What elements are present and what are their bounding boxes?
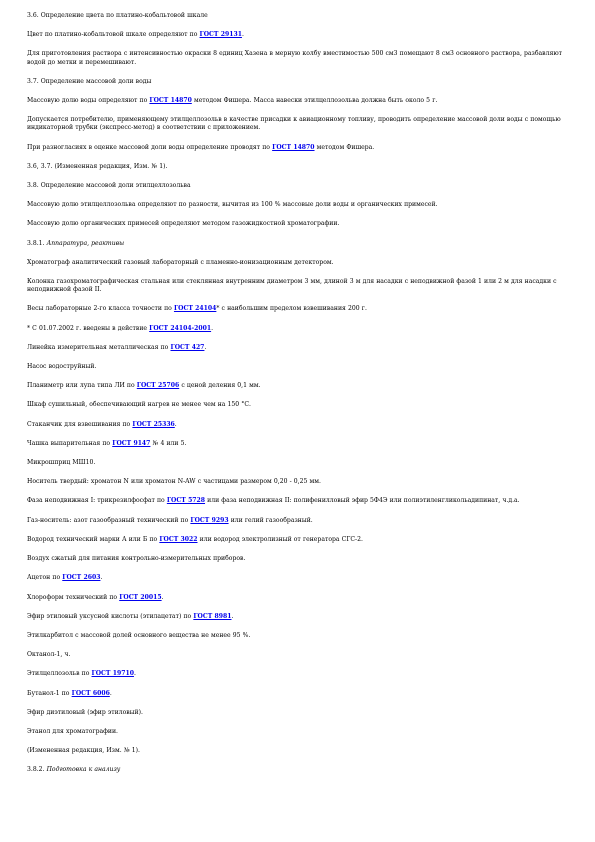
paragraph-text: Шкаф сушильный, обеспечивающий нагрев не менее чем на 150 °С. (27, 401, 251, 409)
paragraph (27, 613, 572, 621)
paragraph-text: 3.8. Определение массовой доли этилцеллозольва (27, 182, 191, 190)
paragraph-text: (Измененная редакция, Изм. № 1). (27, 747, 140, 755)
paragraph (27, 12, 572, 20)
paragraph (27, 201, 572, 209)
paragraph-text: 3.8.2. (27, 766, 47, 774)
paragraph-text: Фаза неподвижная I: трикрезилфосфат по (27, 497, 167, 505)
paragraph-text: или фаза неподвижная II: полифенилловый эфир 5Ф4Э или полиэтиленгликольадипинат, ч.д.а. (205, 497, 520, 505)
paragraph-text: № 4 или 5. (150, 439, 187, 447)
paragraph (27, 325, 572, 333)
paragraph-text: . (100, 574, 103, 582)
paragraph (27, 651, 572, 659)
paragraph-text: или водород электролизный от генератора СГС-2. (197, 535, 363, 543)
paragraph (27, 163, 572, 171)
paragraph-text: Бутанол-1 по (27, 689, 72, 697)
gost-reference-link[interactable]: ГОСТ 5728 (166, 497, 206, 505)
paragraph-text: методом Фишера. Масса навески этилцеллозольва должна быть около 5 г. (191, 97, 438, 105)
gost-reference-link[interactable]: ГОСТ 14870 (272, 143, 315, 151)
paragraph-text: Массовую долю воды определяют по (27, 97, 150, 105)
gost-reference-link[interactable]: ГОСТ 24104 (173, 305, 217, 313)
paragraph-text: Газ-носитель: азот газообразный технический по (27, 516, 191, 524)
paragraph-text: . (109, 689, 112, 697)
paragraph-text: Водород технический марки А или Б по (27, 535, 160, 543)
paragraph-text: Ацетон по (27, 574, 63, 582)
paragraph-text: Стаканчик для взвешивания по (27, 420, 133, 428)
paragraph-text: Носитель твердый: хроматон N или хроматон N-AW с частицами размером 0,20 - 0,25 мм. (27, 478, 321, 486)
paragraph-text: Линейка измерительная металлическая по (27, 343, 171, 351)
paragraph (27, 144, 572, 152)
paragraph-text: Насос водоструйный. (27, 363, 97, 371)
paragraph-text: Хроматограф аналитический газовый лабораторный с пламенно-ионизационным детектором. (27, 258, 334, 266)
paragraph (27, 574, 572, 582)
paragraph (27, 747, 572, 755)
paragraph-text: Этанол для хроматографии. (27, 727, 118, 735)
paragraph-text: методом Фишера. (314, 143, 375, 151)
paragraph (27, 220, 572, 228)
paragraph (27, 555, 572, 563)
paragraph-text: Массовую долю этилцеллозольва определяют по разности, вычитая из 100 % массовые доли воды и органических примесей. (27, 201, 438, 209)
gost-reference-link[interactable]: ГОСТ 20015 (119, 593, 162, 601)
paragraph-text: Этилкарбитол с массовой долей основного вещества не менее 95 %. (27, 631, 251, 639)
paragraph-text: с ценой деления 0,1 мм. (179, 382, 261, 390)
gost-reference-link[interactable]: ГОСТ 427 (170, 343, 205, 351)
paragraph-text: . (174, 420, 177, 428)
paragraph-text: 3.7. Определение массовой доли воды (27, 77, 152, 85)
document-body (27, 12, 572, 786)
paragraph-text: Цвет по платино-кобальтовой шкале определяют по (27, 31, 200, 39)
paragraph-text: . (204, 343, 207, 351)
paragraph-text: Микрошприц МШ10. (27, 459, 96, 467)
gost-reference-link[interactable]: ГОСТ 6006 (71, 689, 110, 697)
paragraph (27, 305, 572, 313)
gost-reference-link[interactable]: ГОСТ 25706 (136, 382, 180, 390)
paragraph (27, 344, 572, 352)
paragraph-text: . (161, 593, 164, 601)
paragraph-text: Хлороформ технический по (27, 593, 120, 601)
paragraph-text: Массовую долю органических примесей определяют методом газожидкостной хроматографии. (27, 220, 340, 228)
gost-reference-link[interactable]: ГОСТ 9147 (112, 439, 151, 447)
paragraph (27, 440, 572, 448)
gost-reference-link[interactable]: ГОСТ 19710 (91, 670, 134, 678)
paragraph-text: Этилцеллозольв по (27, 670, 92, 678)
paragraph (27, 363, 572, 371)
gost-reference-link[interactable]: ГОСТ 8981 (193, 612, 232, 620)
paragraph (27, 690, 572, 698)
gost-reference-link[interactable]: ГОСТ 2603 (62, 574, 101, 582)
paragraph-text: Эфир диэтиловый (эфир этиловый). (27, 708, 143, 716)
paragraph (27, 278, 572, 294)
paragraph-text: Октанол-1, ч. (27, 651, 71, 659)
paragraph-text: * С 01.07.2002 г. введены в действие (27, 324, 150, 332)
paragraph (27, 517, 572, 525)
gost-reference-link[interactable]: ГОСТ 25336 (132, 420, 175, 428)
paragraph-text: . (231, 612, 234, 620)
paragraph-text: . (133, 670, 136, 678)
paragraph-text: 3.6, 3.7. (Измененная редакция, Изм. № 1). (27, 162, 168, 170)
paragraph-text: Планиметр или лупа типа ЛИ по (27, 382, 137, 390)
gost-reference-link[interactable]: ГОСТ 14870 (149, 97, 192, 105)
paragraph (27, 632, 572, 640)
paragraph-text: Допускается потребителю, применяющему этилцеллозольв в качестве присадки к авиационному топливу, проводить определение массовой доли воды с помощью индикаторной трубки (экспресс-метод) в соответствии с приложением. (27, 116, 561, 132)
paragraph-text: 3.8.1. (27, 239, 47, 247)
paragraph (27, 50, 572, 66)
paragraph (27, 497, 572, 505)
paragraph-text: Для приготовления раствора с интенсивностью окраски 8 единиц Хазена в мерную колбу вместимостью 500 см3 помещают 8 см3 основного раствора, разбавляют водой до метки и перемешивают. (27, 50, 563, 66)
paragraph (27, 240, 572, 248)
paragraph (27, 728, 572, 736)
gost-reference-link[interactable]: ГОСТ 3022 (159, 535, 198, 543)
paragraph (27, 459, 572, 467)
paragraph (27, 31, 572, 39)
gost-reference-link[interactable]: ГОСТ 29131 (199, 31, 242, 39)
paragraph (27, 382, 572, 390)
gost-reference-link[interactable]: ГОСТ 24104-2001 (149, 324, 212, 332)
paragraph (27, 401, 572, 409)
paragraph (27, 259, 572, 267)
paragraph (27, 97, 572, 105)
paragraph (27, 421, 572, 429)
gost-reference-link[interactable]: ГОСТ 9293 (190, 516, 229, 524)
paragraph (27, 182, 572, 190)
paragraph-text: 3.6. Определение цвета по платино-кобальтовой шкале (27, 12, 208, 19)
paragraph-text: Воздух сжатый для питания контрольно-измерительных приборов. (27, 555, 246, 563)
paragraph-text: или гелий газообразный. (228, 516, 313, 524)
paragraph-text: Колонка газохроматографическая стальная или стеклянная внутренним диаметром 3 мм, длиной 3 м для насадки с неподвижной фазой 1 или 2 м для насадки с неподвижной фазой II. (27, 278, 557, 294)
section-subtitle-text: Подготовка к анализу (46, 766, 121, 774)
paragraph (27, 594, 572, 602)
paragraph-text: Эфир этиловый уксусной кислоты (этилацетат) по (27, 612, 194, 620)
paragraph (27, 670, 572, 678)
paragraph-text: . (241, 31, 244, 39)
paragraph (27, 478, 572, 486)
paragraph (27, 766, 572, 774)
paragraph (27, 116, 572, 132)
section-subtitle-text: Аппаратура, реактивы (46, 239, 125, 247)
paragraph-text: * с наибольшим пределом взвешивания 200 г. (216, 305, 367, 313)
paragraph-text: При разногласиях в оценке массовой доли воды определение проводят по (27, 143, 273, 151)
paragraph (27, 709, 572, 717)
paragraph-text: Чашка выпарительная по (27, 439, 113, 447)
paragraph (27, 536, 572, 544)
paragraph (27, 78, 572, 86)
paragraph-text: . (211, 324, 214, 332)
paragraph-text: Весы лабораторные 2-го класса точности по (27, 305, 174, 313)
